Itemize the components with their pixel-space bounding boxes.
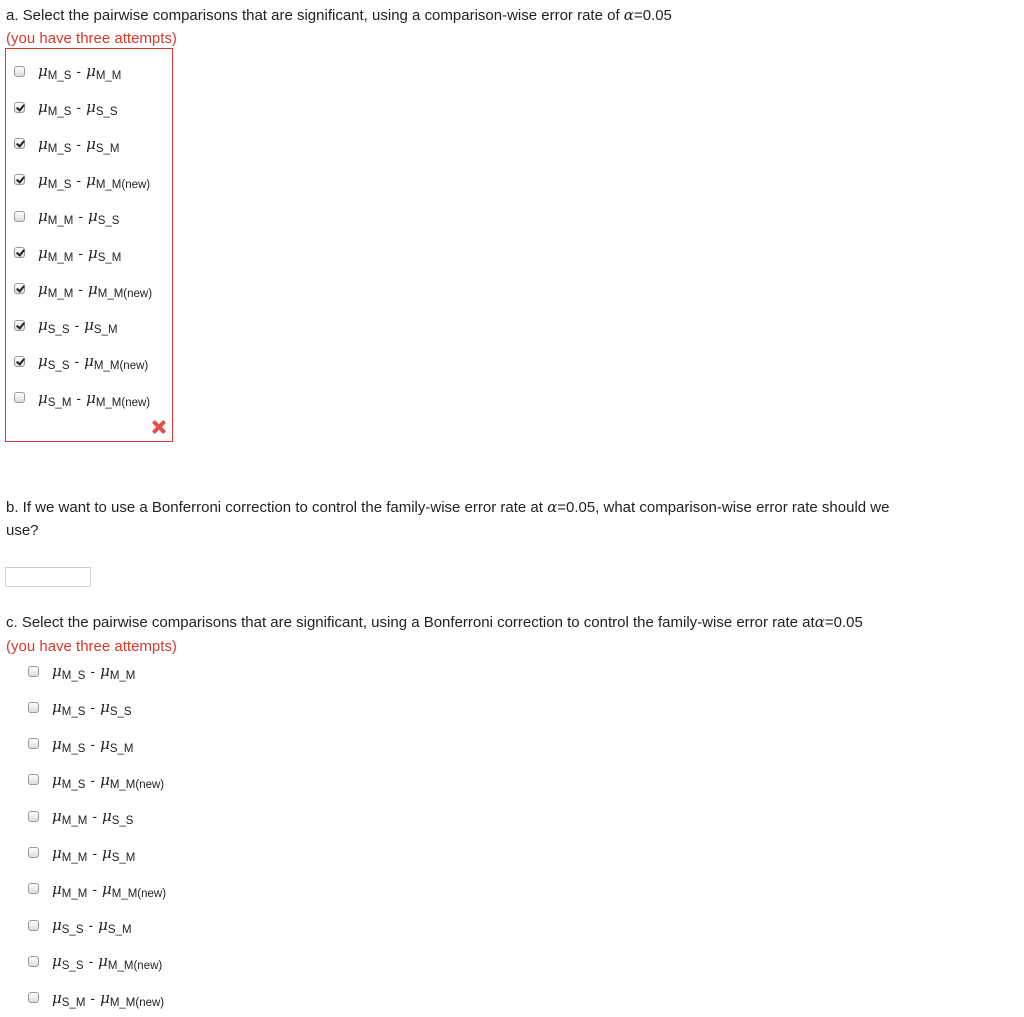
- incorrect-x-icon: [152, 420, 166, 434]
- mu-symbol: μ: [98, 952, 108, 971]
- comparison-checkbox[interactable]: [28, 883, 39, 894]
- mu-symbol: μ: [52, 734, 62, 753]
- comparison-option[interactable]: [28, 770, 164, 790]
- minus-sign: -: [88, 917, 94, 934]
- comparison-label: [38, 62, 121, 80]
- mu-symbol: μ: [52, 879, 62, 898]
- group-b-subscript: M_M(new): [111, 887, 167, 900]
- minus-sign: -: [74, 353, 80, 370]
- comparison-checkbox[interactable]: [28, 956, 39, 967]
- minus-sign: -: [90, 735, 96, 752]
- comparison-label: [52, 916, 132, 937]
- comparison-checkbox[interactable]: [28, 702, 39, 713]
- minus-sign: -: [90, 989, 96, 1006]
- mu-symbol: μ: [87, 279, 98, 298]
- group-b-subscript: S_M: [95, 142, 120, 155]
- comparison-option[interactable]: [14, 243, 121, 263]
- group-b-subscript: M_M(new): [95, 396, 151, 409]
- mu-symbol: μ: [100, 770, 110, 789]
- group-a-subscript: S_S: [61, 960, 84, 973]
- mu-symbol: μ: [101, 843, 112, 862]
- question-c-text: [6, 611, 863, 634]
- comparison-label: [52, 662, 135, 680]
- group-a-subscript: M_M: [61, 887, 88, 900]
- group-b-subscript: S_M: [111, 851, 136, 864]
- comparison-option[interactable]: [28, 734, 133, 754]
- comparison-checkbox[interactable]: [14, 247, 25, 258]
- comparison-option[interactable]: [14, 388, 150, 408]
- group-a-subscript: M_S: [47, 178, 72, 191]
- comparison-option[interactable]: [28, 806, 133, 826]
- comparison-option[interactable]: [14, 134, 119, 154]
- alpha-symbol: α: [623, 6, 634, 24]
- mu-symbol: μ: [84, 352, 94, 371]
- mu-symbol: μ: [101, 879, 112, 898]
- group-a-subscript: M_S: [47, 142, 72, 155]
- mu-symbol: μ: [100, 734, 110, 753]
- group-a-subscript: M_S: [47, 70, 72, 82]
- comparison-option[interactable]: [14, 206, 119, 226]
- minus-sign: -: [76, 135, 82, 152]
- comparison-label: [52, 771, 164, 789]
- mu-symbol: μ: [84, 316, 94, 335]
- mu-symbol: μ: [100, 988, 110, 1007]
- mu-symbol: μ: [38, 243, 48, 262]
- comparison-checkbox[interactable]: [28, 847, 39, 858]
- minus-sign: -: [76, 389, 82, 406]
- comparison-checkbox[interactable]: [14, 392, 25, 403]
- mu-symbol: μ: [38, 316, 48, 335]
- minus-sign: -: [92, 808, 97, 825]
- comparison-checkbox[interactable]: [14, 66, 25, 77]
- comparison-checkbox[interactable]: [14, 356, 25, 367]
- comparison-checkbox[interactable]: [14, 138, 25, 149]
- comparison-checkbox[interactable]: [28, 666, 39, 677]
- mu-symbol: μ: [86, 98, 96, 117]
- group-a-subscript: M_S: [61, 778, 86, 791]
- mu-symbol: μ: [98, 916, 108, 935]
- question-a-text: [6, 4, 672, 27]
- mu-symbol: μ: [52, 807, 62, 826]
- comparison-label: [52, 880, 166, 898]
- group-a-subscript: S_S: [47, 324, 70, 337]
- group-b-subscript: S_S: [109, 706, 132, 719]
- comparison-option[interactable]: [28, 697, 132, 717]
- comparison-label: [38, 316, 118, 337]
- mu-symbol: μ: [52, 916, 62, 935]
- group-b-subscript: S_M: [97, 251, 122, 264]
- minus-sign: -: [78, 280, 83, 297]
- group-b-subscript: S_M: [109, 742, 134, 755]
- mu-symbol: μ: [100, 698, 110, 717]
- question-b-prefix: b. If we want to use a Bonferroni correction to control the family-wise error rate at: [6, 499, 548, 516]
- group-b-subscript: S_S: [97, 215, 120, 228]
- minus-sign: -: [92, 844, 97, 861]
- alpha-value: =0.05: [824, 614, 863, 631]
- comparison-option[interactable]: [28, 879, 166, 899]
- mu-symbol: μ: [38, 98, 48, 117]
- mu-symbol: μ: [100, 662, 110, 680]
- group-b-subscript: M_M(new): [109, 996, 165, 1009]
- group-b-subscript: S_S: [95, 106, 118, 119]
- error-rate-input[interactable]: [5, 567, 91, 587]
- mu-symbol: μ: [52, 843, 62, 862]
- question-b-suffix: =0.05, what comparison-wise error rate should we: [557, 499, 890, 516]
- attempts-note-a: (you have three attempts): [6, 30, 177, 47]
- comparison-label: [52, 844, 135, 862]
- group-b-subscript: S_M: [93, 324, 118, 337]
- group-a-subscript: S_S: [47, 360, 70, 373]
- comparison-label: [38, 352, 149, 373]
- comparison-label: [38, 207, 120, 228]
- minus-sign: -: [92, 880, 97, 897]
- comparison-option[interactable]: [14, 61, 121, 81]
- mu-symbol: μ: [86, 62, 96, 80]
- group-a-subscript: M_S: [47, 106, 72, 119]
- group-a-subscript: M_M: [61, 851, 88, 864]
- question-b-text: [6, 496, 1016, 542]
- group-a-subscript: M_M: [47, 251, 74, 264]
- group-b-subscript: M_M(new): [95, 178, 151, 191]
- comparison-option[interactable]: [28, 951, 162, 971]
- group-a-subscript: M_M: [47, 287, 74, 300]
- attempts-note-c: (you have three attempts): [6, 638, 177, 655]
- group-a-subscript: S_S: [61, 924, 84, 937]
- minus-sign: -: [76, 99, 82, 116]
- alpha-symbol: α: [814, 613, 825, 631]
- mu-symbol: μ: [52, 698, 62, 717]
- alpha-symbol: α: [547, 498, 558, 516]
- mu-symbol: μ: [38, 170, 48, 189]
- comparison-option[interactable]: [28, 661, 135, 681]
- group-a-subscript: M_S: [61, 670, 86, 682]
- comparison-checkbox[interactable]: [14, 320, 25, 331]
- comparison-checkbox[interactable]: [14, 102, 25, 113]
- comparison-label: [38, 171, 150, 189]
- comparison-label: [52, 989, 164, 1007]
- comparison-label: [52, 698, 132, 719]
- comparison-label: [38, 135, 119, 153]
- mu-symbol: μ: [87, 243, 98, 262]
- mu-symbol: μ: [38, 279, 48, 298]
- question-c-prefix: c. Select the pairwise comparisons that are significant, using a Bonferroni correction to control the family-wise error rate at: [6, 614, 815, 631]
- comparison-option[interactable]: [14, 170, 150, 190]
- comparison-checkbox[interactable]: [14, 174, 25, 185]
- comparison-option[interactable]: [14, 315, 118, 335]
- comparison-checkbox[interactable]: [28, 992, 39, 1003]
- minus-sign: -: [78, 208, 83, 225]
- minus-sign: -: [90, 663, 96, 679]
- mu-symbol: μ: [101, 807, 112, 826]
- comparison-option[interactable]: [28, 988, 164, 1008]
- group-b-subscript: S_S: [111, 815, 134, 828]
- alpha-value: =0.05: [633, 7, 672, 24]
- group-a-subscript: S_M: [61, 996, 86, 1009]
- mu-symbol: μ: [38, 62, 48, 80]
- comparison-option[interactable]: [14, 97, 118, 117]
- group-b-subscript: M_M(new): [97, 287, 153, 300]
- comparison-label: [38, 389, 150, 407]
- minus-sign: -: [88, 953, 94, 970]
- group-a-subscript: M_S: [61, 742, 86, 755]
- mu-symbol: μ: [38, 388, 48, 407]
- comparison-option[interactable]: [14, 351, 148, 371]
- mu-symbol: μ: [52, 952, 62, 971]
- comparison-checkbox[interactable]: [28, 738, 39, 749]
- mu-symbol: μ: [52, 988, 62, 1007]
- comparison-checkbox[interactable]: [28, 774, 39, 785]
- mu-symbol: μ: [86, 134, 96, 153]
- group-a-subscript: M_S: [61, 706, 86, 719]
- comparison-option[interactable]: [28, 915, 132, 935]
- comparison-label: [52, 735, 133, 753]
- minus-sign: -: [90, 771, 96, 788]
- group-b-subscript: M_M(new): [109, 778, 165, 791]
- comparison-label: [38, 98, 118, 119]
- question-a-prefix: a. Select the pairwise comparisons that are significant, using a comparison-wise error rate of: [6, 7, 624, 24]
- minus-sign: -: [76, 63, 82, 79]
- comparison-label: [52, 807, 134, 828]
- question-b-line2: use?: [6, 522, 39, 539]
- group-a-subscript: M_M: [61, 815, 88, 828]
- comparison-label: [38, 280, 152, 298]
- comparison-checkbox[interactable]: [14, 283, 25, 294]
- minus-sign: -: [78, 244, 83, 261]
- group-b-subscript: M_M: [95, 70, 122, 82]
- group-b-subscript: M_M: [109, 670, 136, 682]
- comparison-checkbox[interactable]: [14, 211, 25, 222]
- group-b-subscript: M_M(new): [93, 360, 149, 373]
- mu-symbol: μ: [38, 207, 48, 226]
- group-b-subscript: M_M(new): [107, 960, 163, 973]
- minus-sign: -: [76, 171, 82, 188]
- minus-sign: -: [90, 699, 96, 716]
- comparison-checkbox[interactable]: [28, 811, 39, 822]
- mu-symbol: μ: [38, 134, 48, 153]
- mu-symbol: μ: [52, 662, 62, 680]
- comparison-label: [52, 952, 163, 973]
- comparison-option[interactable]: [28, 843, 135, 863]
- comparison-label: [38, 244, 121, 262]
- comparison-checkbox[interactable]: [28, 920, 39, 931]
- mu-symbol: μ: [86, 388, 96, 407]
- comparison-option[interactable]: [14, 279, 152, 299]
- group-b-subscript: S_M: [107, 924, 132, 937]
- minus-sign: -: [74, 317, 80, 334]
- group-a-subscript: S_M: [47, 396, 72, 409]
- mu-symbol: μ: [38, 352, 48, 371]
- mu-symbol: μ: [86, 170, 96, 189]
- mu-symbol: μ: [52, 770, 62, 789]
- mu-symbol: μ: [87, 207, 98, 226]
- group-a-subscript: M_M: [47, 215, 74, 228]
